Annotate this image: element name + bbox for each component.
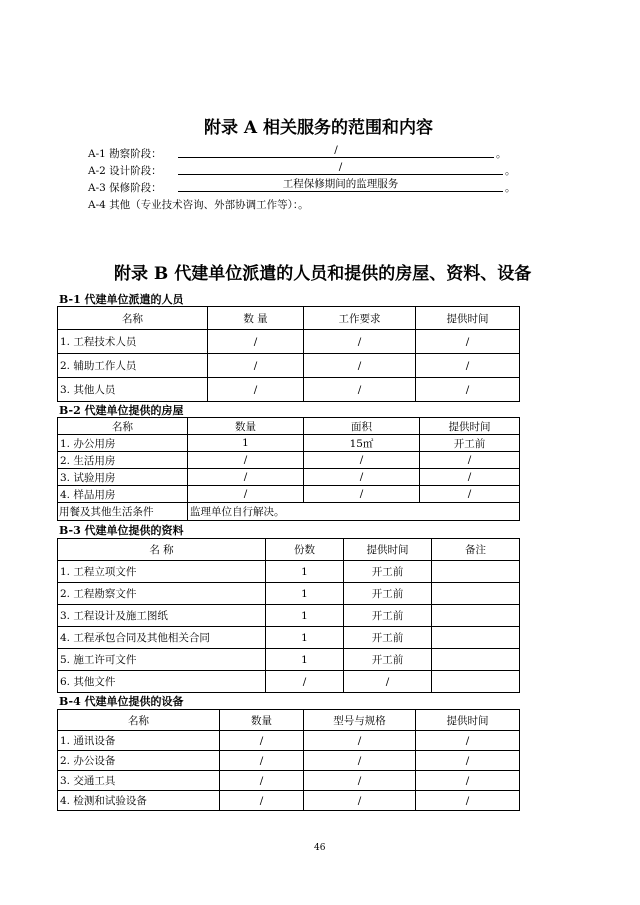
b4-cell: / [416, 791, 520, 811]
b4-cell: 1. 通讯设备 [58, 731, 220, 751]
b1-cell: / [208, 378, 304, 402]
b3-cell: 开工前 [344, 583, 432, 605]
table-row [58, 452, 520, 469]
table-row [58, 583, 520, 605]
b2-cell: / [420, 452, 520, 469]
table-row [58, 649, 520, 671]
b4-cell: / [304, 751, 416, 771]
b2-cell: 1. 办公用房 [58, 435, 188, 452]
b2-cell: 15㎡ [304, 435, 420, 452]
b2-cell: / [420, 469, 520, 486]
b4-cell: 3. 交通工具 [58, 771, 220, 791]
b1-cell: / [208, 354, 304, 378]
b1-cell: / [304, 330, 416, 354]
b4-cell: / [416, 771, 520, 791]
b2-cell: 2. 生活用房 [58, 452, 188, 469]
b3-cell: 2. 工程勘察文件 [58, 583, 266, 605]
b4-cell: / [416, 731, 520, 751]
page-number: 46 [314, 843, 326, 853]
b4-cell: / [304, 771, 416, 791]
b4-cell: / [220, 771, 304, 791]
b3-header-row [58, 539, 520, 561]
b3-table [57, 538, 520, 693]
b2-header-row [58, 418, 520, 435]
table-row [58, 330, 520, 354]
b2-cell: / [188, 486, 304, 503]
b2-header-time: 提供时间 [420, 418, 520, 435]
b1-header-row [58, 307, 520, 330]
table-row [58, 751, 520, 771]
b2-cell: 4. 样品用房 [58, 486, 188, 503]
b2-cell: / [188, 469, 304, 486]
b3-cell: 1 [266, 605, 344, 627]
a4-label: A-4 其他（专业技术咨询、外部协调工作等）：。 [88, 199, 309, 211]
table-row [58, 486, 520, 503]
b3-cell [432, 583, 520, 605]
b3-cell [432, 649, 520, 671]
b3-cell: 开工前 [344, 561, 432, 583]
b3-cell: 开工前 [344, 605, 432, 627]
b2-table [57, 417, 520, 521]
appendix-a-title: 附录 A 相关服务的范围和内容 [204, 118, 434, 138]
a2-value: / [178, 161, 503, 175]
table-row [58, 435, 520, 452]
b3-cell: / [344, 671, 432, 693]
b2-cell: 1 [188, 435, 304, 452]
b3-header-copies: 份数 [266, 539, 344, 561]
b3-cell: 3. 工程设计及施工图纸 [58, 605, 266, 627]
b2-cell: / [304, 486, 420, 503]
b4-cell: / [304, 791, 416, 811]
b1-cell: / [416, 330, 520, 354]
appendix-b-title: 附录 B 代建单位派遣的人员和提供的房屋、资料、设备 [114, 264, 532, 284]
b1-cell: / [416, 354, 520, 378]
b4-cell: / [304, 731, 416, 751]
a3-end: 。 [505, 182, 516, 194]
table-row [58, 354, 520, 378]
b1-cell: 2. 辅助工作人员 [58, 354, 208, 378]
b4-header-row [58, 710, 520, 731]
b4-cell: / [220, 751, 304, 771]
b1-header-time: 提供时间 [416, 307, 520, 330]
b4-cell: / [416, 751, 520, 771]
table-row [58, 791, 520, 811]
b2-footer-label: 用餐及其他生活条件 [58, 503, 188, 521]
b3-header-note: 备注 [432, 539, 520, 561]
a1-label: A-1 勘察阶段： [88, 148, 162, 160]
b3-cell: 1. 工程立项文件 [58, 561, 266, 583]
a1-end: 。 [496, 148, 507, 160]
b4-header-qty: 数量 [220, 710, 304, 731]
b2-header-area: 面积 [304, 418, 420, 435]
b3-cell: 5. 施工许可文件 [58, 649, 266, 671]
b3-caption: B-3 代建单位提供的资料 [59, 524, 184, 537]
b3-cell [432, 561, 520, 583]
b3-cell: 1 [266, 583, 344, 605]
b3-cell: 4. 工程承包合同及其他相关合同 [58, 627, 266, 649]
b4-cell: 2. 办公设备 [58, 751, 220, 771]
b4-table [57, 709, 520, 811]
b3-cell: 开工前 [344, 627, 432, 649]
a3-value: 工程保修期间的监理服务 [178, 178, 503, 192]
b1-cell: / [304, 378, 416, 402]
b1-table [57, 306, 520, 402]
b3-cell: 6. 其他文件 [58, 671, 266, 693]
b2-cell: / [188, 452, 304, 469]
a3-label: A-3 保修阶段： [88, 182, 162, 194]
b1-cell: 3. 其他人员 [58, 378, 208, 402]
b2-cell: 开工前 [420, 435, 520, 452]
b3-cell [432, 605, 520, 627]
a2-label: A-2 设计阶段： [88, 165, 162, 177]
b3-cell: 1 [266, 649, 344, 671]
table-row [58, 627, 520, 649]
b2-header-qty: 数量 [188, 418, 304, 435]
table-row [58, 671, 520, 693]
b1-header-name: 名称 [58, 307, 208, 330]
table-row [58, 503, 520, 521]
b1-header-qty: 数 量 [208, 307, 304, 330]
b3-cell [432, 627, 520, 649]
b2-cell: / [420, 486, 520, 503]
b2-header-name: 名称 [58, 418, 188, 435]
table-row [58, 561, 520, 583]
b1-caption: B-1 代建单位派遣的人员 [59, 293, 184, 306]
b2-footer-value: 监理单位自行解决。 [188, 503, 520, 521]
b1-cell: / [416, 378, 520, 402]
b2-cell: / [304, 452, 420, 469]
b4-header-model: 型号与规格 [304, 710, 416, 731]
b2-cell: / [304, 469, 420, 486]
b2-caption: B-2 代建单位提供的房屋 [59, 404, 184, 417]
b3-cell [432, 671, 520, 693]
table-row [58, 469, 520, 486]
a1-value: / [178, 144, 494, 158]
b1-cell: / [304, 354, 416, 378]
b3-header-time: 提供时间 [344, 539, 432, 561]
b4-cell: / [220, 731, 304, 751]
b4-header-time: 提供时间 [416, 710, 520, 731]
table-row [58, 771, 520, 791]
b1-header-req: 工作要求 [304, 307, 416, 330]
b3-cell: 1 [266, 627, 344, 649]
b3-cell: 1 [266, 561, 344, 583]
a2-end: 。 [505, 165, 516, 177]
b4-caption: B-4 代建单位提供的设备 [59, 695, 184, 708]
b4-header-name: 名称 [58, 710, 220, 731]
b2-cell: 3. 试验用房 [58, 469, 188, 486]
b4-cell: 4. 检测和试验设备 [58, 791, 220, 811]
b3-header-name: 名 称 [58, 539, 266, 561]
b1-cell: / [208, 330, 304, 354]
table-row [58, 378, 520, 402]
table-row [58, 731, 520, 751]
b3-cell: / [266, 671, 344, 693]
table-row [58, 605, 520, 627]
b1-cell: 1. 工程技术人员 [58, 330, 208, 354]
b3-cell: 开工前 [344, 649, 432, 671]
b4-cell: / [220, 791, 304, 811]
